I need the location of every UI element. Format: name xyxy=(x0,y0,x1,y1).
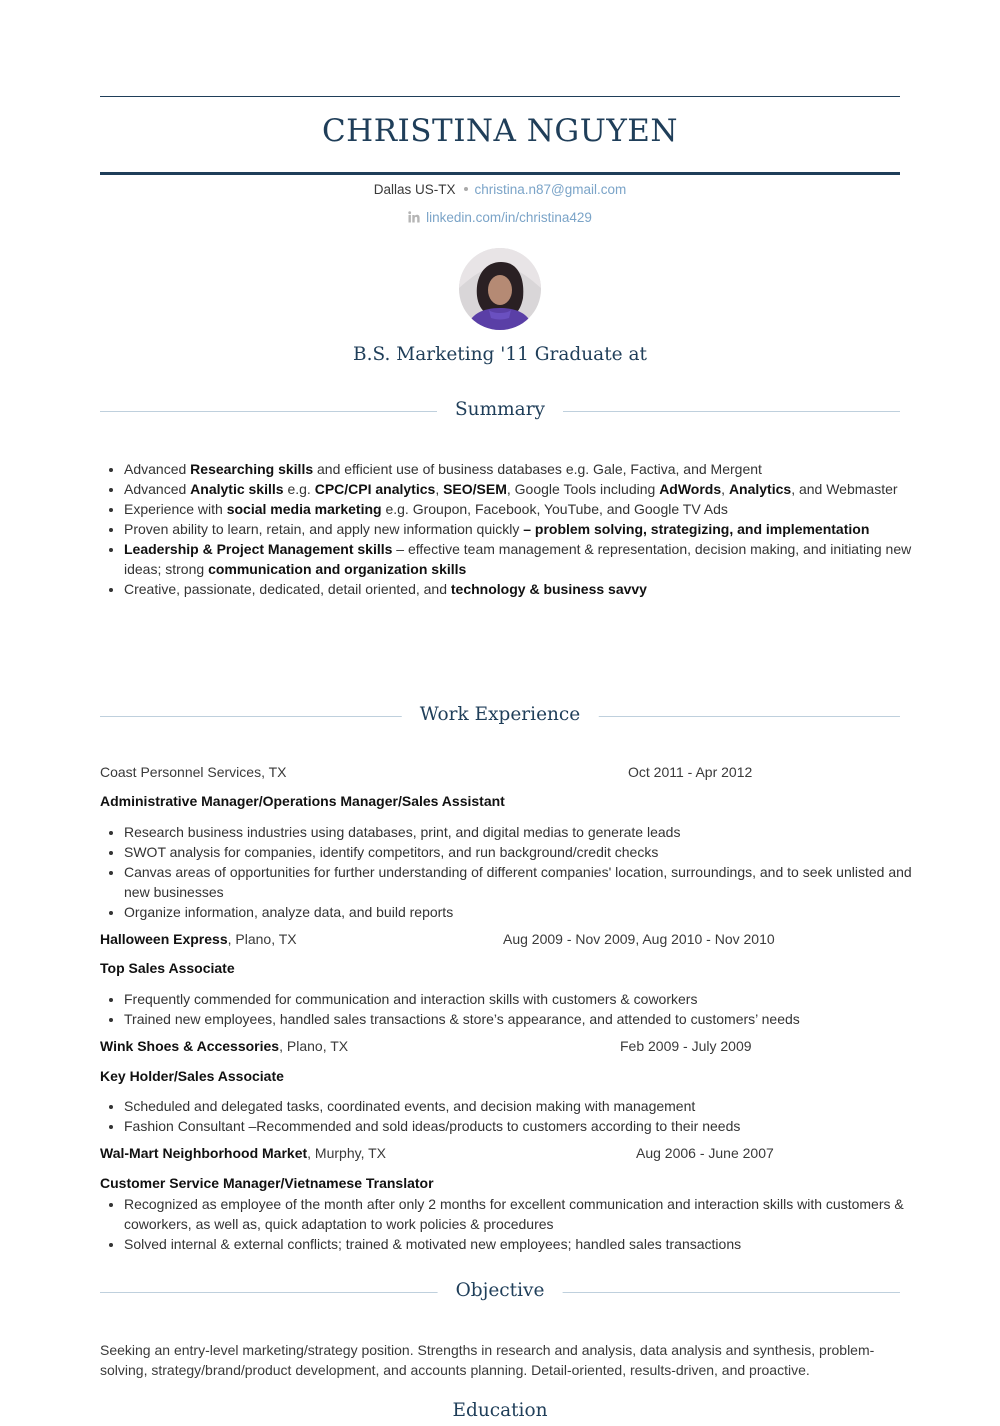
job-company-line: Halloween Express, Plano, TX xyxy=(100,931,297,947)
section-title-summary: Summary xyxy=(437,399,563,420)
list-item: • Research business industries using databases, print, and digital medias to generate leads xyxy=(124,822,914,842)
email-link[interactable]: christina.n87@gmail.com xyxy=(474,182,627,197)
list-item: • Trained new employees, handled sales transactions & store’s appearance, and attended to customers’ needs xyxy=(124,1009,914,1029)
candidate-name: CHRISTINA NGUYEN xyxy=(321,113,679,149)
section-title-education: Education xyxy=(434,1400,565,1421)
list-item: • Proven ability to learn, retain, and apply new information quickly – problem solving, strategizing, and implementation xyxy=(124,519,914,539)
location-text: Dallas US-TX xyxy=(373,182,456,197)
top-rule xyxy=(100,96,900,97)
job-bullets xyxy=(100,1096,914,1136)
name-underline xyxy=(100,172,900,175)
job-company-line: Wink Shoes & Accessories, Plano, TX xyxy=(100,1038,349,1054)
job-company-line: Coast Personnel Services, TX xyxy=(100,764,287,780)
list-item: • Advanced Analytic skills e.g. CPC/CPI analytics, SEO/SEM, Google Tools including AdWords, Analytics, and Webmaster xyxy=(124,479,914,499)
job-dates: Feb 2009 - July 2009 xyxy=(620,1038,752,1054)
summary-list xyxy=(100,459,914,599)
contact-line xyxy=(0,182,1000,197)
list-item: • Frequently commended for communication and interaction skills with customers & coworkers xyxy=(124,989,914,1009)
linkedin-line xyxy=(0,210,1000,225)
job-title: Customer Service Manager/Vietnamese Translator xyxy=(100,1175,434,1191)
job-dates: Oct 2011 - Apr 2012 xyxy=(628,764,753,780)
job-title: Top Sales Associate xyxy=(100,960,235,976)
list-item: • Scheduled and delegated tasks, coordinated events, and decision making with management xyxy=(124,1096,914,1116)
list-item: • Advanced Researching skills and efficient use of business databases e.g. Gale, Factiva, and Mergent xyxy=(124,459,914,479)
education-section-header xyxy=(100,1400,900,1426)
list-item: • Leadership & Project Management skills – effective team management & representation, decision making, and initiating new ideas; strong communication and organization skills xyxy=(124,539,914,579)
summary-section-header xyxy=(100,399,900,425)
linkedin-link[interactable]: linkedin.com/in/christina429 xyxy=(426,210,592,225)
list-item: • Creative, passionate, dedicated, detail oriented, and technology & business savvy xyxy=(124,579,914,599)
list-item: • Recognized as employee of the month after only 2 months for excellent communication and interaction skills with customers & coworkers, as well as, quick adaptation to work policies & procedures xyxy=(124,1194,914,1234)
objective-section-header xyxy=(100,1280,900,1306)
profile-photo xyxy=(459,248,541,330)
job-dates: Aug 2006 - June 2007 xyxy=(636,1145,774,1161)
headline: B.S. Marketing '11 Graduate at xyxy=(353,344,647,365)
job-bullets xyxy=(100,1194,914,1254)
work-section-header xyxy=(100,704,900,730)
job-dates: Aug 2009 - Nov 2009, Aug 2010 - Nov 2010 xyxy=(503,931,775,947)
job-bullets xyxy=(100,989,914,1029)
job-title: Administrative Manager/Operations Manager/Sales Assistant xyxy=(100,793,505,809)
list-item: • Canvas areas of opportunities for further understanding of different companies' location, surroundings, and to seek unlisted and new businesses xyxy=(124,862,914,902)
dot-separator-icon xyxy=(464,187,468,191)
list-item: • Organize information, analyze data, and build reports xyxy=(124,902,914,922)
job-company-line: Wal-Mart Neighborhood Market, Murphy, TX xyxy=(100,1145,386,1161)
job-bullets xyxy=(100,822,914,922)
list-item: • Experience with social media marketing e.g. Groupon, Facebook, YouTube, and Google TV Ads xyxy=(124,499,914,519)
objective-text: Seeking an entry-level marketing/strategy position. Strengths in research and analysis, data analysis and synthesis, problem-solving, strategy/brand/product development, and accounts planning. Detail-oriented, results-driven, and proactive. xyxy=(100,1342,875,1378)
list-item: • SWOT analysis for companies, identify competitors, and run background/credit checks xyxy=(124,842,914,862)
linkedin-icon xyxy=(408,211,420,223)
section-title-objective: Objective xyxy=(438,1280,563,1301)
section-title-work: Work Experience xyxy=(402,704,599,725)
job-title: Key Holder/Sales Associate xyxy=(100,1068,284,1084)
list-item: • Solved internal & external conflicts; trained & motivated new employees; handled sales transactions xyxy=(124,1234,914,1254)
list-item: • Fashion Consultant –Recommended and sold ideas/products to customers according to their needs xyxy=(124,1116,914,1136)
